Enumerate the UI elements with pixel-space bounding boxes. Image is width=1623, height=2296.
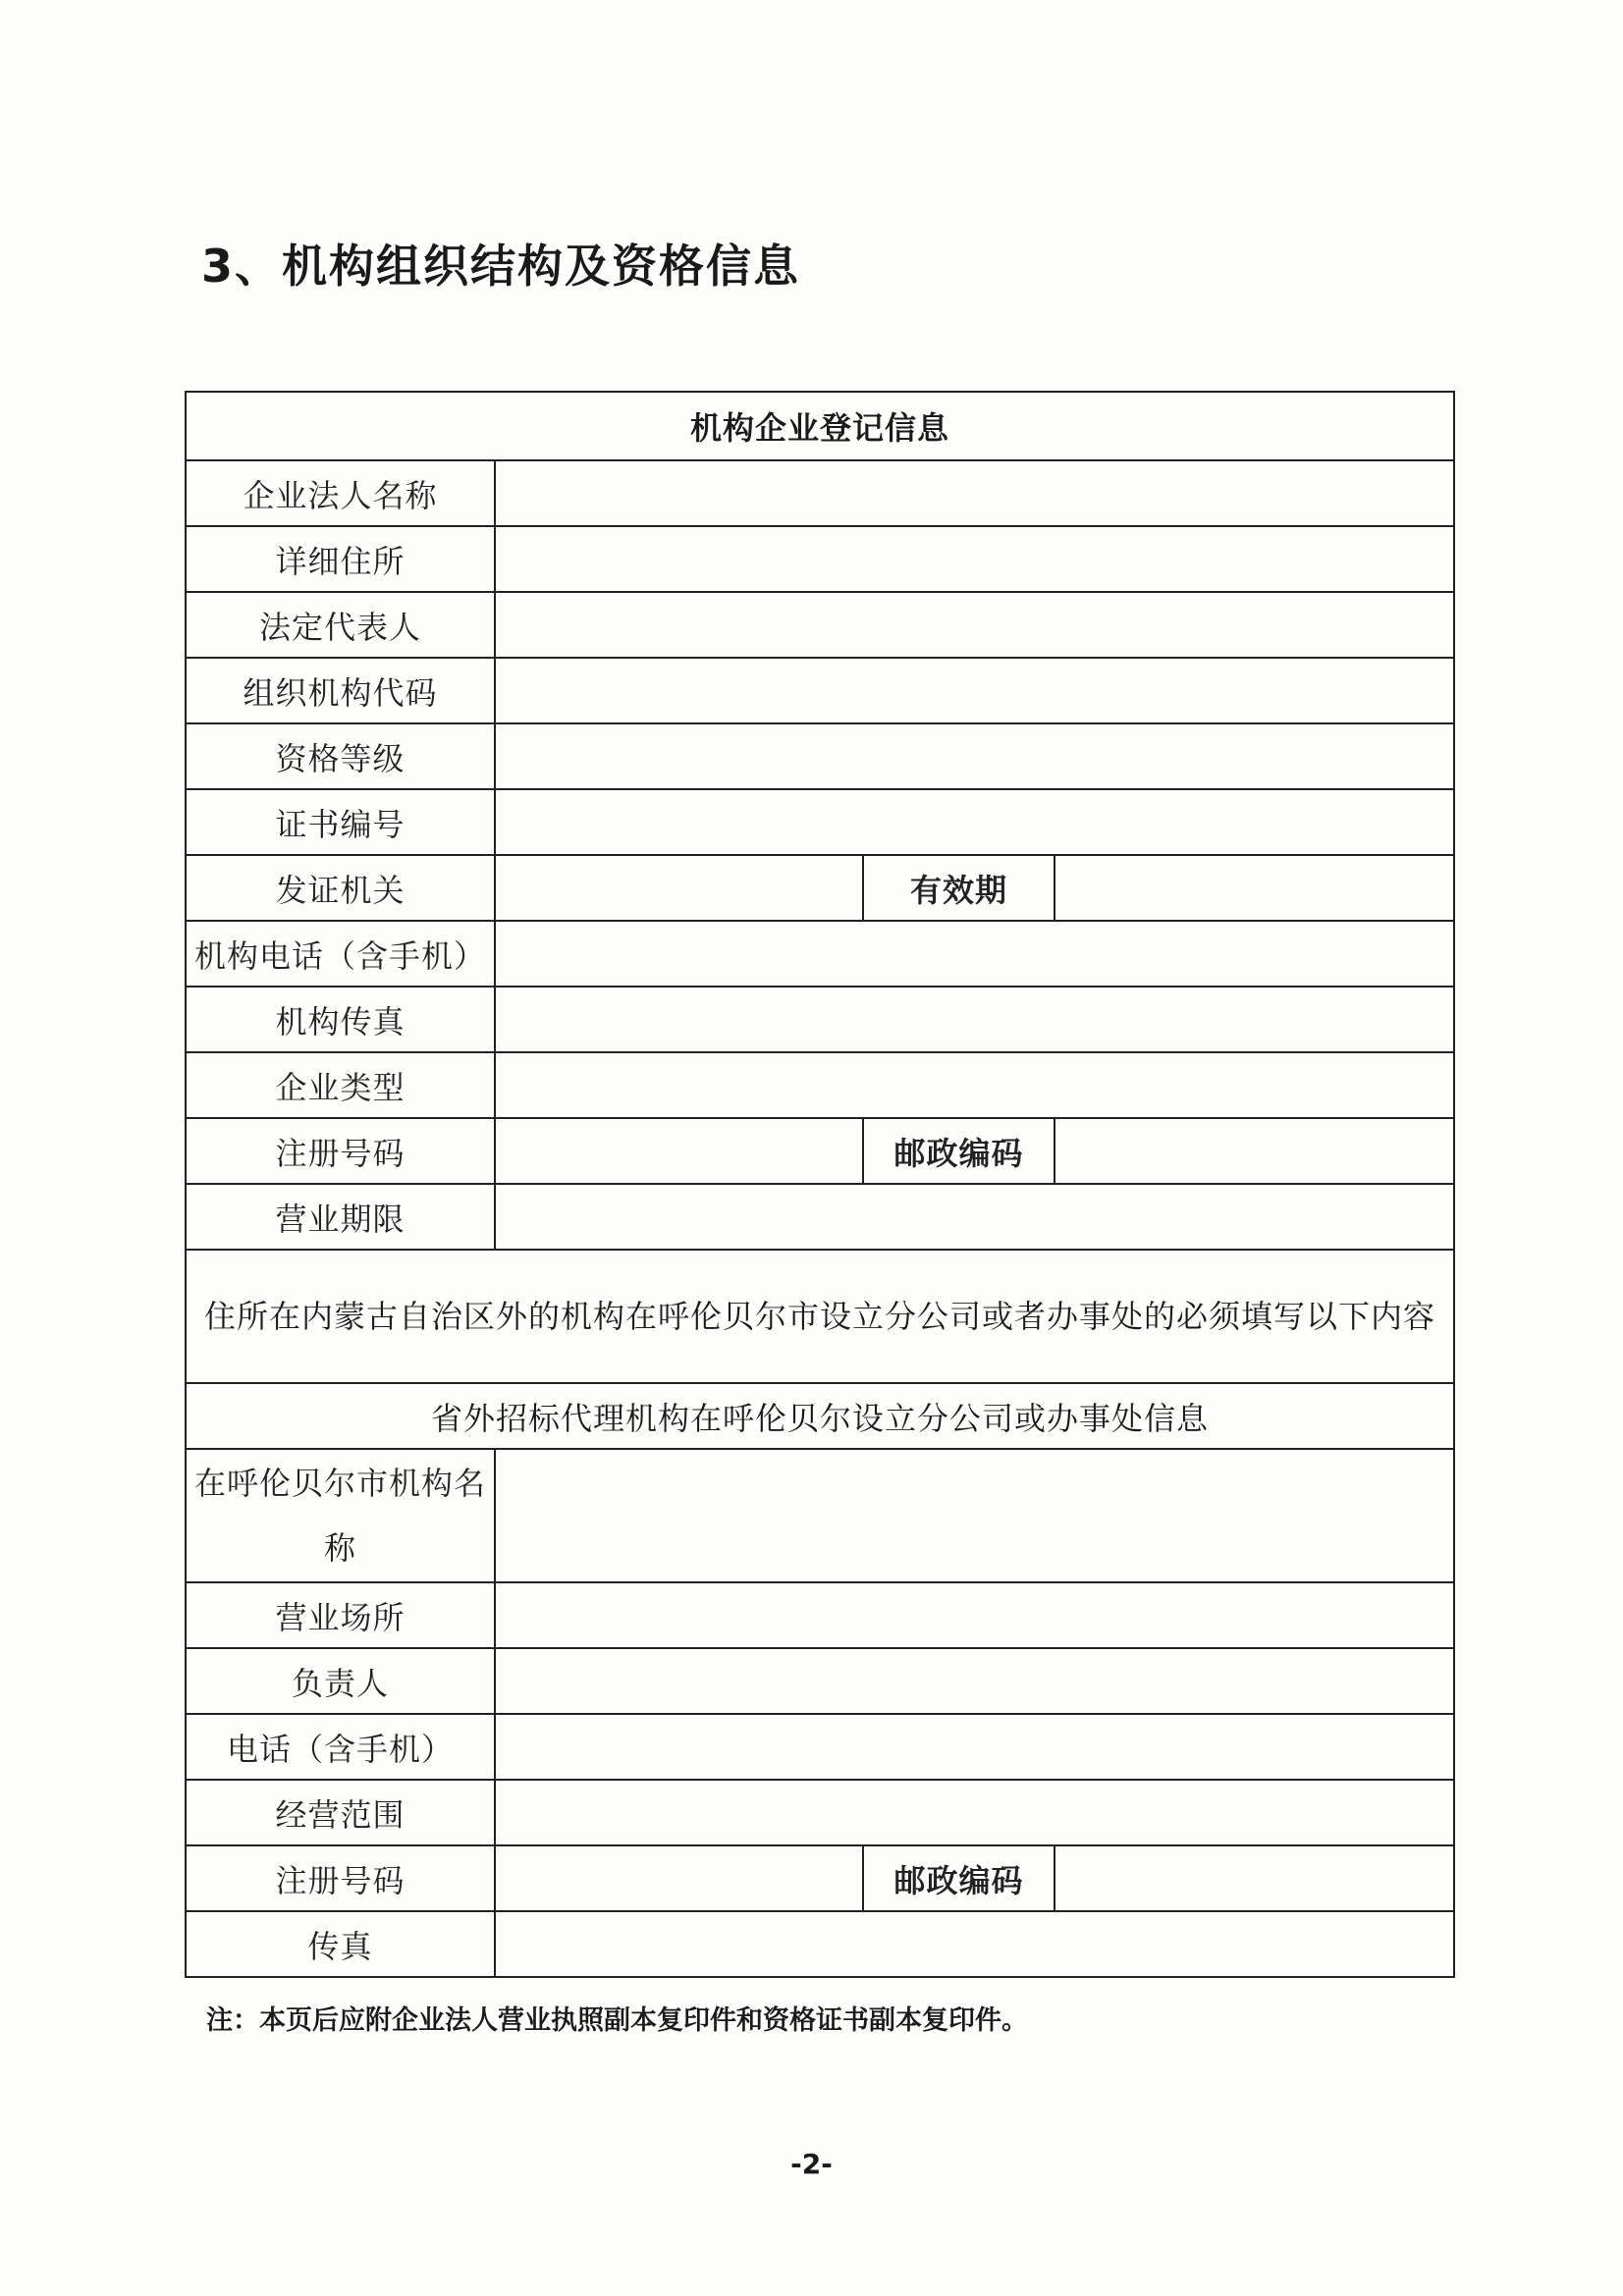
section-title-registration: 机构企业登记信息 xyxy=(186,392,1454,460)
label-address: 详细住所 xyxy=(186,526,495,592)
section-title-branch: 省外招标代理机构在呼伦贝尔设立分公司或办事处信息 xyxy=(186,1383,1454,1449)
company-type-field[interactable] xyxy=(495,1052,1454,1118)
table-row xyxy=(186,1582,1454,1648)
label-premises: 营业场所 xyxy=(186,1582,495,1648)
table-row xyxy=(186,921,1454,987)
table-row xyxy=(186,1383,1454,1449)
label-branch-fax: 传真 xyxy=(186,1911,495,1977)
table-row xyxy=(186,855,1454,921)
branch-phone-field[interactable] xyxy=(495,1714,1454,1780)
label-issuer: 发证机关 xyxy=(186,855,495,921)
address-field[interactable] xyxy=(495,526,1454,592)
label-branch-reg-no: 注册号码 xyxy=(186,1845,495,1911)
issuer-field[interactable] xyxy=(495,855,863,921)
label-scope: 经营范围 xyxy=(186,1780,495,1845)
label-org-code: 组织机构代码 xyxy=(186,658,495,723)
table-row xyxy=(186,1780,1454,1845)
legal-rep-field[interactable] xyxy=(495,592,1454,658)
legal-name-field[interactable] xyxy=(495,460,1454,526)
table-row xyxy=(186,1714,1454,1780)
table-row xyxy=(186,1911,1454,1977)
validity-field[interactable] xyxy=(1055,855,1454,921)
premises-field[interactable] xyxy=(495,1582,1454,1648)
reg-no-field[interactable] xyxy=(495,1118,863,1184)
label-fax: 机构传真 xyxy=(186,987,495,1052)
table-row xyxy=(186,658,1454,723)
table-row xyxy=(186,723,1454,789)
label-legal-rep: 法定代表人 xyxy=(186,592,495,658)
manager-field[interactable] xyxy=(495,1648,1454,1714)
label-company-type: 企业类型 xyxy=(186,1052,495,1118)
qualification-field[interactable] xyxy=(495,723,1454,789)
table-row xyxy=(186,1118,1454,1184)
table-row xyxy=(186,789,1454,855)
table-row xyxy=(186,1250,1454,1383)
label-validity: 有效期 xyxy=(863,855,1055,921)
label-branch-postal-code: 邮政编码 xyxy=(863,1845,1055,1911)
table-row xyxy=(186,460,1454,526)
label-qualification: 资格等级 xyxy=(186,723,495,789)
fax-field[interactable] xyxy=(495,987,1454,1052)
org-code-field[interactable] xyxy=(495,658,1454,723)
label-reg-no: 注册号码 xyxy=(186,1118,495,1184)
label-cert-no: 证书编号 xyxy=(186,789,495,855)
table-row xyxy=(186,592,1454,658)
table-row xyxy=(186,1184,1454,1250)
section-heading: 3、机构组织结构及资格信息 xyxy=(201,240,801,293)
label-branch-name: 在呼伦贝尔市机构名称 xyxy=(186,1449,495,1582)
cert-no-field[interactable] xyxy=(495,789,1454,855)
table-row xyxy=(186,987,1454,1052)
branch-reg-no-field[interactable] xyxy=(495,1845,863,1911)
footnote: 注：本页后应附企业法人营业执照副本复印件和资格证书副本复印件。 xyxy=(206,2005,1028,2036)
label-phone: 机构电话（含手机） xyxy=(186,921,495,987)
branch-notice: 住所在内蒙古自治区外的机构在呼伦贝尔市设立分公司或者办事处的必须填写以下内容 xyxy=(186,1250,1454,1383)
table-row xyxy=(186,1449,1454,1582)
table-row xyxy=(186,1648,1454,1714)
label-legal-name: 企业法人名称 xyxy=(186,460,495,526)
label-business-term: 营业期限 xyxy=(186,1184,495,1250)
table-row xyxy=(186,1845,1454,1911)
branch-postal-code-field[interactable] xyxy=(1055,1845,1454,1911)
label-branch-phone: 电话（含手机） xyxy=(186,1714,495,1780)
business-term-field[interactable] xyxy=(495,1184,1454,1250)
postal-code-field[interactable] xyxy=(1055,1118,1454,1184)
phone-field[interactable] xyxy=(495,921,1454,987)
table-row xyxy=(186,1052,1454,1118)
branch-name-field[interactable] xyxy=(495,1449,1454,1582)
label-manager: 负责人 xyxy=(186,1648,495,1714)
registration-form-table xyxy=(185,391,1455,1978)
table-row xyxy=(186,392,1454,460)
table-row xyxy=(186,526,1454,592)
page-number: -2- xyxy=(790,2148,833,2180)
scope-field[interactable] xyxy=(495,1780,1454,1845)
label-postal-code: 邮政编码 xyxy=(863,1118,1055,1184)
branch-fax-field[interactable] xyxy=(495,1911,1454,1977)
